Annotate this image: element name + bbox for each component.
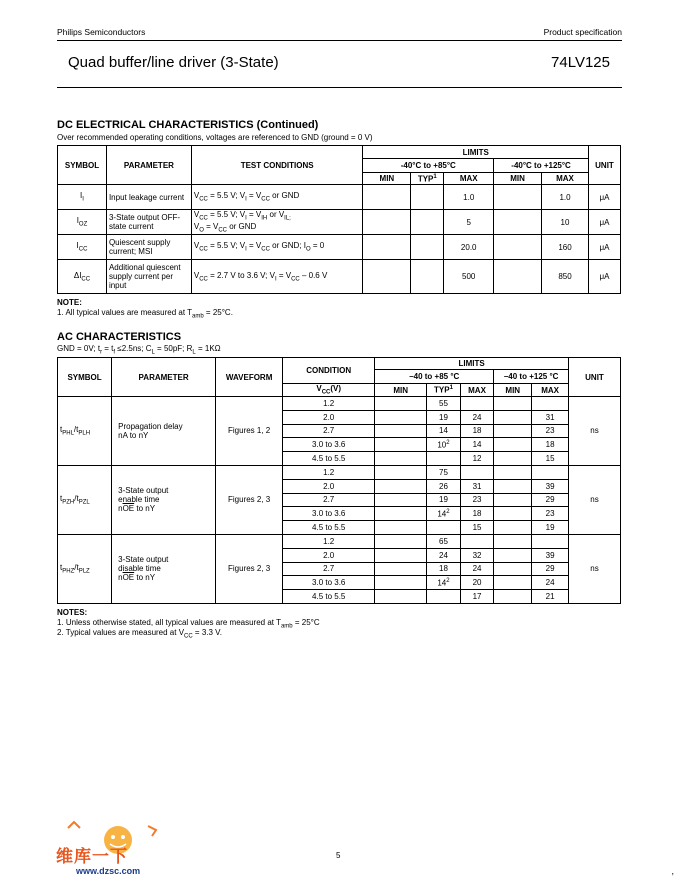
dc-max-85: 20.0 <box>444 235 494 260</box>
dc-note-label: NOTE: <box>57 298 82 307</box>
dc-row <box>58 260 621 294</box>
site-logo-text: 维库一下 <box>56 847 128 867</box>
dc-max-85: 1.0 <box>444 185 494 210</box>
ac-row <box>58 465 621 479</box>
dc-row <box>58 210 621 235</box>
ac-max-125: 29 <box>532 493 569 507</box>
ac-max-85 <box>460 397 494 411</box>
ac-header-vcc: $V_{CC}(V)$ <box>283 384 375 397</box>
ac-min-125 <box>494 576 532 590</box>
ac-characteristics-table <box>57 357 621 604</box>
dc-header-min-125: MIN <box>494 173 542 185</box>
dc-section-title: DC ELECTRICAL CHARACTERISTICS (Continued) <box>57 119 319 131</box>
dc-typ-85 <box>411 185 444 210</box>
ac-parameter: 3-State output enable time $n\overline{OE}$ to nY <box>112 465 216 534</box>
dc-header-typ-85: TYP$^1$ <box>411 173 444 185</box>
ac-max-85: 24 <box>460 562 494 576</box>
dc-row <box>58 185 621 210</box>
dc-typ-85 <box>411 260 444 294</box>
ac-unit: ns <box>568 397 620 466</box>
dc-max-85: 5 <box>444 210 494 235</box>
dc-symbol: $I_{OZ}$ <box>58 210 107 235</box>
ac-header-limits: LIMITS <box>375 358 569 370</box>
dc-min-125 <box>494 210 542 235</box>
ac-min-125 <box>494 438 532 452</box>
ac-vcc: 2.7 <box>283 493 375 507</box>
ac-header-waveform: WAVEFORM <box>216 358 283 397</box>
dc-max-125: 10 <box>542 210 589 235</box>
ac-vcc: 3.0 to 3.6 <box>283 576 375 590</box>
ac-max-85 <box>460 534 494 548</box>
ac-max-125: 21 <box>532 590 569 604</box>
ac-symbol: $t_{PHL}/t_{PLH}$ <box>58 397 112 466</box>
ac-vcc: 3.0 to 3.6 <box>283 507 375 521</box>
ac-min-85 <box>375 562 427 576</box>
ac-max-85: 20 <box>460 576 494 590</box>
dc-min-125 <box>494 185 542 210</box>
ac-min-85 <box>375 576 427 590</box>
ac-parameter: 3-State output disable time $n\overline{OE}$ to nY <box>112 534 216 603</box>
ac-typ-85 <box>427 590 461 604</box>
ac-min-85 <box>375 397 427 411</box>
ac-max-125: 29 <box>532 562 569 576</box>
ac-min-85 <box>375 410 427 424</box>
ac-min-125 <box>494 397 532 411</box>
corner-mark: , <box>671 866 674 876</box>
ac-typ-85: 75 <box>427 465 461 479</box>
ac-min-125 <box>494 590 532 604</box>
ac-min-85 <box>375 465 427 479</box>
ac-vcc: 4.5 to 5.5 <box>283 521 375 535</box>
dc-header-limits: LIMITS <box>363 146 589 159</box>
header-rule <box>57 40 622 41</box>
dc-header-test-conditions: TEST CONDITIONS <box>191 146 363 185</box>
dc-unit: μA <box>588 185 620 210</box>
ac-min-125 <box>494 465 532 479</box>
ac-min-125 <box>494 507 532 521</box>
dc-header-max-85: MAX <box>444 173 494 185</box>
site-logo-url[interactable]: www.dzsc.com <box>76 866 141 876</box>
ac-min-125 <box>494 548 532 562</box>
ac-header-typ-85: TYP$^1$ <box>427 384 461 397</box>
ac-max-85: 24 <box>460 410 494 424</box>
ac-min-85 <box>375 479 427 493</box>
ac-header-min-125: MIN <box>494 384 532 397</box>
dc-test-condition: $V_{CC} = 5.5$ V; $V_I = V_{CC}$ or GND <box>191 185 363 210</box>
ac-vcc: 1.2 <box>283 465 375 479</box>
ac-vcc: 2.7 <box>283 424 375 438</box>
dc-test-condition: $V_{CC} = 2.7$ V to 3.6 V; $V_I = V_{CC} - 0.6$ V <box>191 260 363 294</box>
ac-min-125 <box>494 452 532 466</box>
dc-parameter: Input leakage current <box>106 185 191 210</box>
ac-symbol: $t_{PZH}/t_{PZL}$ <box>58 465 112 534</box>
ac-unit: ns <box>568 534 620 603</box>
ac-max-85 <box>460 465 494 479</box>
ac-unit: ns <box>568 465 620 534</box>
ac-min-125 <box>494 562 532 576</box>
ac-typ-85: 55 <box>427 397 461 411</box>
dc-characteristics-table <box>57 145 621 294</box>
dc-min-125 <box>494 235 542 260</box>
ac-min-85 <box>375 548 427 562</box>
ac-min-85 <box>375 493 427 507</box>
ac-header-parameter: PARAMETER <box>112 358 216 397</box>
ac-max-125 <box>532 397 569 411</box>
dc-symbol: $I_{CC}$ <box>58 235 107 260</box>
ac-min-85 <box>375 424 427 438</box>
ac-note-1: 1. Unless otherwise stated, all typical values are measured at $T_{amb} = 25^\circ C$ <box>57 618 320 630</box>
ac-header-symbol: SYMBOL <box>58 358 112 397</box>
ac-typ-85: 18 <box>427 562 461 576</box>
ac-max-125: 19 <box>532 521 569 535</box>
ac-min-125 <box>494 424 532 438</box>
ac-vcc: 2.0 <box>283 548 375 562</box>
doc-type: Product specification <box>543 27 622 37</box>
dc-row <box>58 235 621 260</box>
ac-min-85 <box>375 452 427 466</box>
ac-typ-85: 19 <box>427 493 461 507</box>
dc-symbol: $\Delta I_{CC}$ <box>58 260 107 294</box>
dc-parameter: 3-State output OFF-state current <box>106 210 191 235</box>
dc-header-unit: UNIT <box>588 146 620 185</box>
dc-header-parameter: PARAMETER <box>106 146 191 185</box>
ac-vcc: 2.0 <box>283 479 375 493</box>
page-title: Quad buffer/line driver (3-State) <box>68 54 279 71</box>
dc-min-125 <box>494 260 542 294</box>
ac-section-title: AC CHARACTERISTICS <box>57 331 182 343</box>
ac-max-125: 39 <box>532 548 569 562</box>
ac-vcc: 4.5 to 5.5 <box>283 452 375 466</box>
dc-unit: μA <box>588 235 620 260</box>
ac-min-85 <box>375 438 427 452</box>
ac-typ-85: 19 <box>427 410 461 424</box>
ac-note-2: 2. Typical values are measured at $V_{CC} = 3.3$ V. <box>57 628 222 640</box>
ac-header-unit: UNIT <box>568 358 620 397</box>
dc-typ-85 <box>411 235 444 260</box>
ac-min-125 <box>494 479 532 493</box>
ac-max-85: 17 <box>460 590 494 604</box>
ac-typ-85: $10^2$ <box>427 438 461 452</box>
ac-typ-85: 65 <box>427 534 461 548</box>
dc-test-condition: $V_{CC} = 5.5$ V; $V_I = V_{IH}$ or $V_{IL;}$ $V_O = V_{CC}$ or GND <box>191 210 363 235</box>
dc-max-85: 500 <box>444 260 494 294</box>
ac-vcc: 2.0 <box>283 410 375 424</box>
dc-note: 1. All typical values are measured at $T_{amb} = 25^\circ C$. <box>57 308 233 320</box>
ac-min-85 <box>375 534 427 548</box>
ac-typ-85 <box>427 452 461 466</box>
ac-max-85: 23 <box>460 493 494 507</box>
ac-waveform: Figures 2, 3 <box>216 465 283 534</box>
ac-header-range-85: –40 to +85 °C <box>375 370 494 384</box>
dc-header-range-85: -40°C to +85°C <box>363 159 494 173</box>
ac-typ-85 <box>427 521 461 535</box>
ac-typ-85: $14^2$ <box>427 507 461 521</box>
ac-max-85: 32 <box>460 548 494 562</box>
ac-max-85: 14 <box>460 438 494 452</box>
ac-subtitle: GND = 0V; $t_r = t_f \le 2.5ns$; $C_L = 50pF$; $R_L = 1K\Omega$ <box>57 344 221 356</box>
page-number: 5 <box>336 851 341 860</box>
ac-max-125: 23 <box>532 507 569 521</box>
dc-min-85 <box>363 235 411 260</box>
ac-typ-85: 26 <box>427 479 461 493</box>
ac-max-125: 31 <box>532 410 569 424</box>
dc-parameter: Quiescent supply current; MSI <box>106 235 191 260</box>
dc-max-125: 850 <box>542 260 589 294</box>
ac-min-125 <box>494 493 532 507</box>
dc-typ-85 <box>411 210 444 235</box>
dc-subtitle: Over recommended operating conditions, voltages are referenced to GND (ground = 0 V) <box>57 133 373 142</box>
ac-row <box>58 397 621 411</box>
company-name: Philips Semiconductors <box>57 27 146 37</box>
ac-max-85: 12 <box>460 452 494 466</box>
ac-parameter: Propagation delay nA to nY <box>112 397 216 466</box>
dc-max-125: 1.0 <box>542 185 589 210</box>
ac-max-85: 31 <box>460 479 494 493</box>
ac-typ-85: 14 <box>427 424 461 438</box>
ac-min-85 <box>375 507 427 521</box>
ac-header-max-125: MAX <box>532 384 569 397</box>
dc-unit: μA <box>588 210 620 235</box>
ac-max-85: 18 <box>460 424 494 438</box>
ac-vcc: 1.2 <box>283 397 375 411</box>
ac-max-125 <box>532 534 569 548</box>
ac-vcc: 2.7 <box>283 562 375 576</box>
dc-max-125: 160 <box>542 235 589 260</box>
dc-parameter: Additional quiescent supply current per input <box>106 260 191 294</box>
ac-row <box>58 534 621 548</box>
title-rule <box>57 87 622 88</box>
ac-typ-85: 24 <box>427 548 461 562</box>
ac-header-condition: CONDITION <box>283 358 375 384</box>
ac-max-125: 23 <box>532 424 569 438</box>
dc-min-85 <box>363 260 411 294</box>
dc-min-85 <box>363 210 411 235</box>
ac-header-min-85: MIN <box>375 384 427 397</box>
dc-symbol: $I_I$ <box>58 185 107 210</box>
ac-header-max-85: MAX <box>460 384 494 397</box>
ac-max-125: 18 <box>532 438 569 452</box>
ac-notes-label: NOTES: <box>57 608 88 617</box>
ac-waveform: Figures 1, 2 <box>216 397 283 466</box>
ac-max-85: 15 <box>460 521 494 535</box>
ac-max-85: 18 <box>460 507 494 521</box>
ac-min-85 <box>375 521 427 535</box>
ac-min-125 <box>494 534 532 548</box>
dc-min-85 <box>363 185 411 210</box>
dc-header-max-125: MAX <box>542 173 589 185</box>
dc-unit: μA <box>588 260 620 294</box>
ac-header-range-125: –40 to +125 °C <box>494 370 569 384</box>
dc-header-range-125: -40°C to +125°C <box>494 159 589 173</box>
ac-max-125: 24 <box>532 576 569 590</box>
ac-typ-85: $14^2$ <box>427 576 461 590</box>
ac-vcc: 3.0 to 3.6 <box>283 438 375 452</box>
dc-header-symbol: SYMBOL <box>58 146 107 185</box>
part-number: 74LV125 <box>551 54 610 71</box>
ac-min-85 <box>375 590 427 604</box>
ac-max-125 <box>532 465 569 479</box>
ac-vcc: 4.5 to 5.5 <box>283 590 375 604</box>
ac-min-125 <box>494 521 532 535</box>
ac-vcc: 1.2 <box>283 534 375 548</box>
dc-test-condition: $V_{CC} = 5.5$ V; $V_I = V_{CC}$ or GND; $I_O = 0$ <box>191 235 363 260</box>
ac-symbol: $t_{PHZ}/t_{PLZ}$ <box>58 534 112 603</box>
ac-max-125: 39 <box>532 479 569 493</box>
ac-waveform: Figures 2, 3 <box>216 534 283 603</box>
dc-header-min-85: MIN <box>363 173 411 185</box>
ac-max-125: 15 <box>532 452 569 466</box>
ac-min-125 <box>494 410 532 424</box>
